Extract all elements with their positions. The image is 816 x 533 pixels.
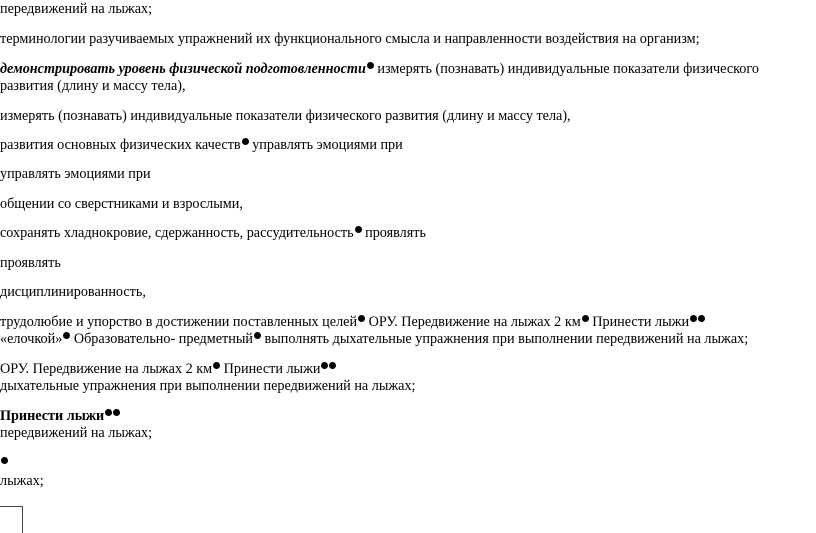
text-line bbox=[0, 31, 700, 48]
bullet-icon bbox=[242, 138, 249, 145]
text-line bbox=[0, 108, 571, 125]
text-run: передвижений на лыжах; bbox=[0, 425, 153, 441]
text-line bbox=[0, 137, 403, 154]
text-run: общении со сверстниками и взрослыми, bbox=[0, 196, 243, 212]
text-run: Образовательно- предметный bbox=[70, 331, 253, 347]
text-line bbox=[0, 1, 152, 18]
text-run: проявлять bbox=[361, 225, 426, 241]
text-line bbox=[0, 61, 759, 78]
text-run: развития (длину и массу тела), bbox=[0, 78, 186, 94]
text-run: Принести лыжи bbox=[588, 314, 690, 330]
text-line bbox=[0, 78, 186, 95]
text-line bbox=[0, 166, 151, 183]
table-cell-border bbox=[0, 506, 23, 533]
text-line bbox=[0, 425, 152, 442]
text-run: управлять эмоциями при bbox=[248, 137, 403, 153]
text-run: управлять эмоциями при bbox=[0, 166, 151, 182]
text-run: Принести лыжи bbox=[220, 361, 321, 377]
text-run: терминологии разучиваемых упражнений их функционального смысла и направленности воздействия на организм; bbox=[0, 31, 700, 47]
bullet-icon bbox=[254, 332, 261, 339]
text-run: выполнять дыхательные упражнения при выполнении передвижений на лыжах; bbox=[260, 331, 749, 347]
bullet-icon bbox=[329, 362, 336, 369]
bold-run: Принести лыжи bbox=[0, 408, 105, 424]
text-run: передвижений на лыжах; bbox=[0, 1, 153, 17]
text-run: сохранять хладнокровие, сдержанность, рассудительность bbox=[0, 225, 354, 241]
text-run: развития основных физических качеств bbox=[0, 137, 241, 153]
text-run: измерять (познавать) индивидуальные показатели физического развития (длину и массу тела), bbox=[0, 108, 571, 124]
text-run: ОРУ. Передвижение на лыжах 2 км bbox=[365, 314, 581, 330]
bullet-icon bbox=[690, 315, 697, 322]
text-run: «елочкой» bbox=[0, 331, 63, 347]
bullet-icon bbox=[367, 62, 374, 69]
bold-italic-run: демонстрировать уровень физической подготовленности bbox=[0, 61, 366, 77]
text-run: дыхательные упражнения при выполнении передвижений на лыжах; bbox=[0, 378, 416, 394]
bullet-icon bbox=[355, 226, 362, 233]
text-run: ОРУ. Передвижение на лыжах 2 км bbox=[0, 361, 213, 377]
text-run: лыжах; bbox=[0, 473, 44, 489]
bullet-icon bbox=[358, 315, 365, 322]
text-line bbox=[0, 284, 146, 301]
text-line bbox=[0, 225, 426, 242]
text-line bbox=[0, 408, 120, 425]
bullet-icon bbox=[105, 409, 112, 416]
text-line bbox=[0, 196, 243, 213]
bullet-icon bbox=[321, 362, 328, 369]
text-run: проявлять bbox=[0, 255, 61, 271]
bullet-icon bbox=[1, 457, 8, 464]
text-run: измерять (познавать) индивидуальные показатели физического bbox=[373, 61, 759, 77]
bullet-icon bbox=[698, 315, 705, 322]
text-line bbox=[0, 314, 705, 331]
text-line bbox=[0, 361, 336, 378]
bullet-icon bbox=[582, 315, 589, 322]
text-run: трудолюбие и упорство в достижении поставленных целей bbox=[0, 314, 358, 330]
text-run: дисциплинированность, bbox=[0, 284, 146, 300]
text-line bbox=[0, 473, 44, 490]
text-line bbox=[0, 331, 748, 348]
text-line bbox=[0, 456, 8, 473]
bullet-icon bbox=[113, 409, 120, 416]
text-line bbox=[0, 255, 61, 272]
text-line bbox=[0, 378, 416, 395]
